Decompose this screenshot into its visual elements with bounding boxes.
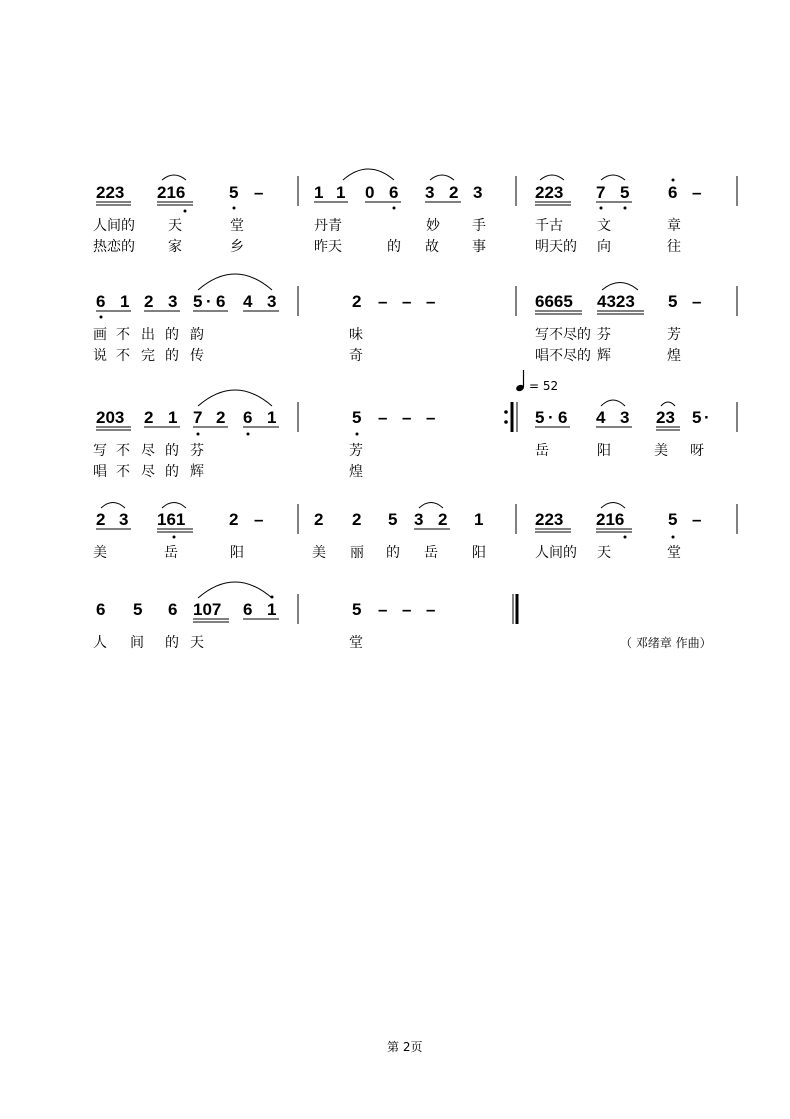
repeat-start-sign xyxy=(504,402,517,432)
lyric: 的 xyxy=(165,348,179,364)
lyric: 不 xyxy=(116,327,130,343)
lyric: 乡 xyxy=(230,239,244,255)
lyric: 的 xyxy=(165,443,179,459)
note: 2 xyxy=(144,408,154,427)
lyric: 人间的 xyxy=(535,545,577,561)
note: 5 xyxy=(692,408,702,427)
note: 6665 xyxy=(535,292,573,311)
lyric: 出 xyxy=(141,327,155,343)
lyric: 芳 xyxy=(349,443,363,459)
lyric: 芬 xyxy=(597,327,611,343)
note: 1 xyxy=(336,183,346,202)
lyric: 辉 xyxy=(597,348,611,364)
lyric: 阳 xyxy=(597,443,611,459)
slurs xyxy=(101,503,625,509)
note: 1 xyxy=(120,292,130,311)
lyric: 岳 xyxy=(424,545,438,561)
note: 7 xyxy=(193,408,203,427)
score-line-2 xyxy=(93,274,737,364)
note: 2 xyxy=(216,408,226,427)
lyric: 岳 xyxy=(535,443,549,459)
note: 223 xyxy=(535,510,564,529)
note: 1 xyxy=(314,183,324,202)
lyric: 芬 xyxy=(190,443,204,459)
note: 5 xyxy=(668,510,678,529)
slurs xyxy=(162,169,625,180)
note: 5 xyxy=(668,292,678,311)
dash: – xyxy=(426,600,436,619)
note: 216 xyxy=(157,183,186,202)
underlines xyxy=(96,529,632,532)
lyric: 尽 xyxy=(141,464,155,480)
lyric: 不 xyxy=(116,443,130,459)
score-line-1 xyxy=(93,169,737,255)
note: 5 xyxy=(193,292,203,311)
lyric: 堂 xyxy=(667,545,681,561)
note: 7 xyxy=(596,183,606,202)
note: 223 xyxy=(96,183,125,202)
note: 223 xyxy=(535,183,564,202)
lyric: 韵 xyxy=(190,327,204,343)
dash: – xyxy=(254,510,264,529)
lyric: 向 xyxy=(597,239,611,255)
note: 3 xyxy=(425,183,435,202)
note: 4 xyxy=(243,292,253,311)
note: 3 xyxy=(620,408,630,427)
note: 107 xyxy=(193,600,222,619)
note: 6 xyxy=(243,600,253,619)
score-line-3 xyxy=(93,370,737,480)
lyric: 不 xyxy=(116,348,130,364)
underlines xyxy=(96,202,632,205)
note: 1 xyxy=(267,408,277,427)
note: 5 xyxy=(352,600,362,619)
dash: – xyxy=(378,600,388,619)
note: 5 xyxy=(535,408,545,427)
note: 2 xyxy=(352,292,362,311)
note: 2 xyxy=(438,510,448,529)
dash: – xyxy=(378,292,388,311)
lyric: 明天的 xyxy=(535,239,577,255)
dash: – xyxy=(402,600,412,619)
lyric: 辉 xyxy=(190,464,204,480)
lyric: 画 xyxy=(93,327,107,343)
note: 6 xyxy=(168,600,178,619)
dash: – xyxy=(692,510,702,529)
lyric: 岳 xyxy=(164,545,178,561)
note: 5 xyxy=(229,183,239,202)
lyric: 唱 xyxy=(93,464,107,480)
lyric: 文 xyxy=(597,218,611,234)
lyric: 事 xyxy=(472,239,486,255)
note: 4 xyxy=(596,408,606,427)
composer-credit: （ 邓绪章 作曲） xyxy=(620,636,712,650)
lyric: 的 xyxy=(165,464,179,480)
lyric: 妙 xyxy=(426,218,440,234)
score-line-5 xyxy=(93,582,712,651)
lyric: 的 xyxy=(165,635,179,651)
underlines xyxy=(96,311,644,314)
note: 2 xyxy=(314,510,324,529)
lyric: 不 xyxy=(116,464,130,480)
note: 161 xyxy=(157,510,186,529)
lyric: 手 xyxy=(472,218,486,234)
note: 1 xyxy=(267,600,277,619)
lyric: 家 xyxy=(168,239,182,255)
octave-dots xyxy=(197,433,359,436)
lyric: 堂 xyxy=(230,218,244,234)
lyric: 传 xyxy=(190,348,204,364)
note: 5 xyxy=(388,510,398,529)
lyric: 间 xyxy=(130,635,144,651)
lyric: 阳 xyxy=(230,545,244,561)
note: 6 xyxy=(96,600,106,619)
note: 5 xyxy=(352,408,362,427)
lyric: 完 xyxy=(141,348,155,364)
dot-mark: · xyxy=(704,408,710,427)
note: 2 xyxy=(352,510,362,529)
note: 6 xyxy=(216,292,226,311)
lyric: 丽 xyxy=(350,545,364,561)
lyric: 美 xyxy=(312,545,326,561)
dash: – xyxy=(254,183,264,202)
note: 6 xyxy=(668,183,678,202)
note: 216 xyxy=(596,510,625,529)
lyric: 尽 xyxy=(141,443,155,459)
dot-mark: · xyxy=(548,408,554,427)
lyric: 天 xyxy=(168,218,182,234)
note: 6 xyxy=(558,408,568,427)
note: 2 xyxy=(144,292,154,311)
lyric: 人 xyxy=(93,635,107,651)
lyric: 堂 xyxy=(349,635,363,651)
note: 6 xyxy=(96,292,106,311)
page-number: 第 2页 xyxy=(387,1040,423,1054)
note: 23 xyxy=(656,408,675,427)
lyric: 芳 xyxy=(667,327,681,343)
lyric: 煌 xyxy=(349,464,363,480)
lyric: 煌 xyxy=(667,348,681,364)
note: 2 xyxy=(229,510,239,529)
lyric: 章 xyxy=(667,218,681,234)
lyric: 的 xyxy=(165,327,179,343)
lyric: 呀 xyxy=(690,443,704,459)
underlines xyxy=(96,427,680,430)
lyric: 阳 xyxy=(472,545,486,561)
dash: – xyxy=(692,292,702,311)
dash: – xyxy=(402,408,412,427)
octave-dots xyxy=(100,316,103,319)
lyric: 美 xyxy=(654,443,668,459)
note: 5 xyxy=(133,600,143,619)
slurs xyxy=(198,582,272,598)
lyric: 昨天 xyxy=(314,239,342,255)
note: 203 xyxy=(96,408,125,427)
slurs xyxy=(198,390,675,406)
dash: – xyxy=(692,183,702,202)
dash: – xyxy=(378,408,388,427)
note: 3 xyxy=(414,510,424,529)
note: 5 xyxy=(620,183,630,202)
lyric: 千古 xyxy=(535,218,563,234)
quarter-note-icon xyxy=(515,370,525,392)
note: 2 xyxy=(96,510,106,529)
final-barline xyxy=(513,594,517,624)
note: 3 xyxy=(267,292,277,311)
score-line-4 xyxy=(93,503,737,562)
lyric: 人间的 xyxy=(93,218,135,234)
dash: – xyxy=(426,408,436,427)
note: 0 xyxy=(365,183,375,202)
lyric: 热恋的 xyxy=(93,239,135,255)
note: 3 xyxy=(119,510,129,529)
lyric: 唱不尽的 xyxy=(535,348,591,364)
note: 1 xyxy=(168,408,178,427)
dot-mark: · xyxy=(206,292,212,311)
lyric: 奇 xyxy=(349,348,363,364)
note: 6 xyxy=(389,183,399,202)
lyric: 天 xyxy=(597,545,611,561)
lyric: 故 xyxy=(425,239,439,255)
lyric: 往 xyxy=(667,239,681,255)
lyric: 味 xyxy=(349,327,363,343)
lyric: 说 xyxy=(93,348,107,364)
tempo-marking: = 52 xyxy=(529,379,559,393)
note: 4323 xyxy=(597,292,635,311)
underlines xyxy=(193,619,279,622)
dash: – xyxy=(426,292,436,311)
lyric: 写不尽的 xyxy=(535,327,591,343)
note: 3 xyxy=(168,292,178,311)
dash: – xyxy=(402,292,412,311)
lyric: 丹青 xyxy=(314,218,342,234)
lyric: 的 xyxy=(387,239,401,255)
octave-dots xyxy=(173,536,675,539)
lyric: 美 xyxy=(93,545,107,561)
slurs xyxy=(198,274,638,290)
lyric: 写 xyxy=(93,443,107,459)
note: 1 xyxy=(474,510,484,529)
note: 6 xyxy=(243,408,253,427)
lyric: 天 xyxy=(190,635,204,651)
note: 3 xyxy=(473,183,483,202)
note: 2 xyxy=(449,183,459,202)
lyric: 的 xyxy=(386,545,400,561)
